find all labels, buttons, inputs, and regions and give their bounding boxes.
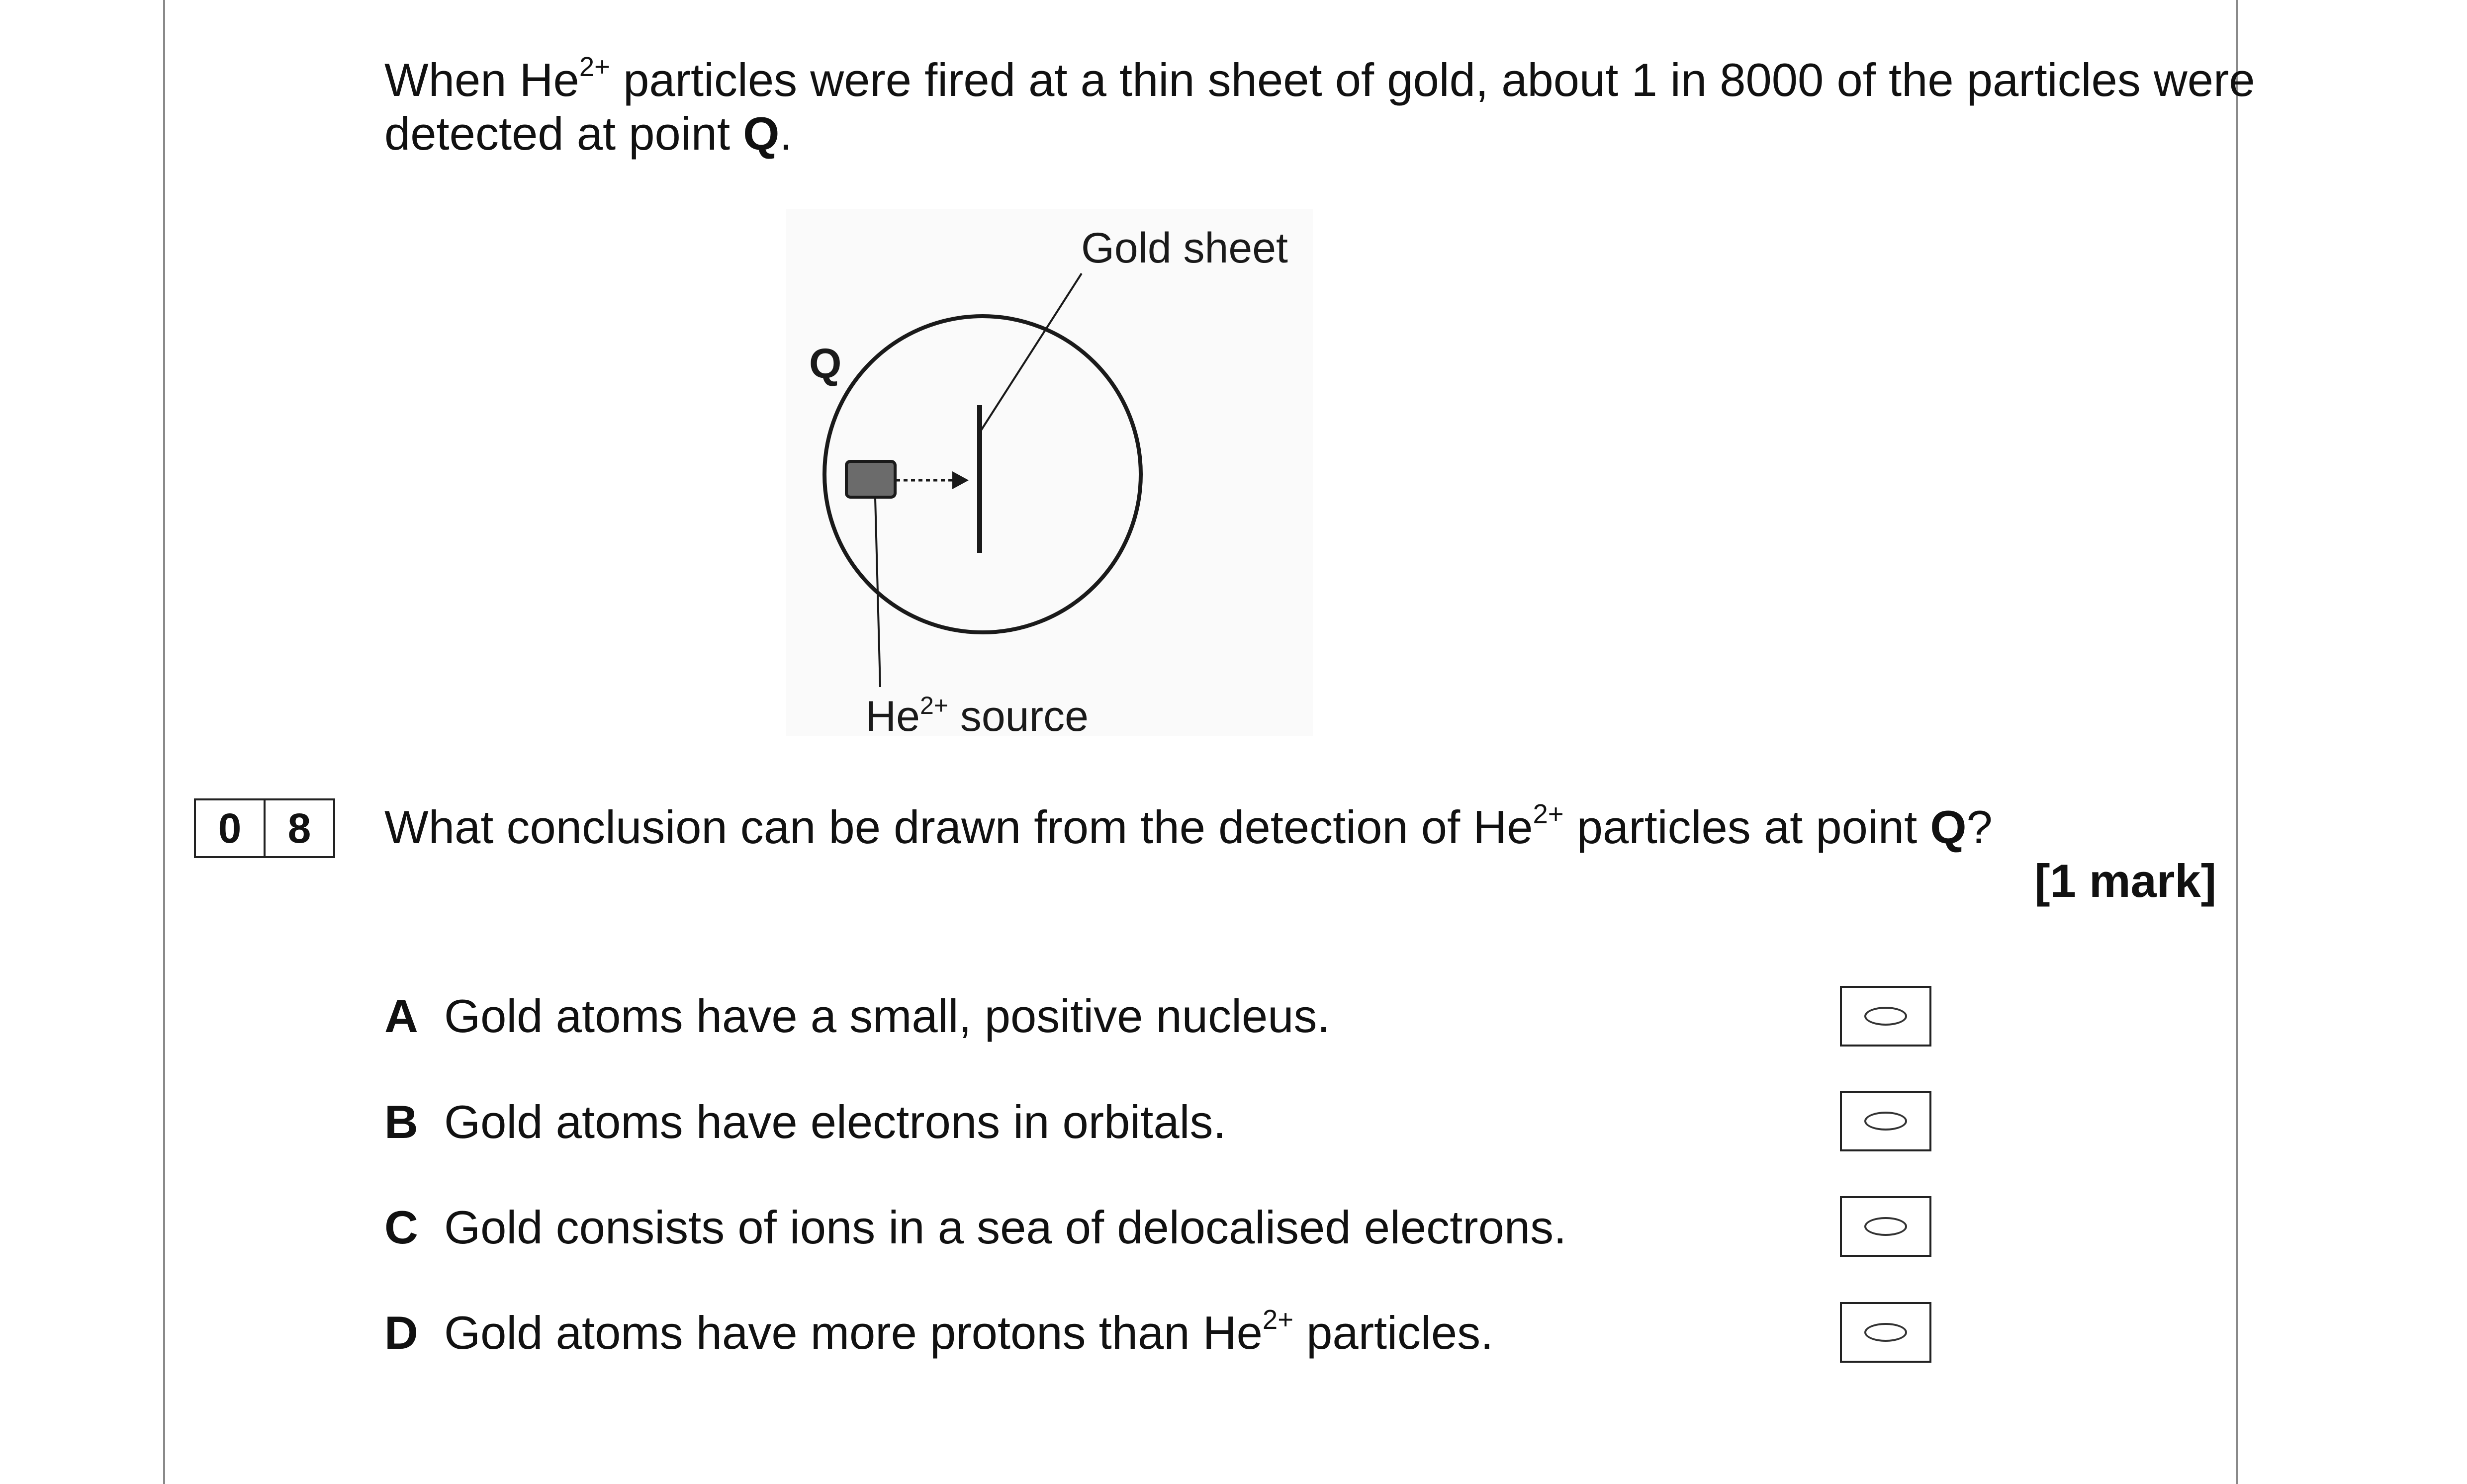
option-d — [384, 1306, 1493, 1360]
option-a — [384, 989, 1330, 1043]
right-margin-line — [2236, 0, 2238, 1484]
answer-box-a[interactable] — [1840, 986, 1931, 1047]
option-c — [384, 1201, 1566, 1254]
intro-line-2: detected at point Q. — [384, 107, 793, 160]
answer-box-c[interactable] — [1840, 1196, 1931, 1257]
option-letter: D — [384, 1307, 418, 1359]
question-number-digit: 0 — [218, 804, 242, 852]
option-letter: A — [384, 990, 418, 1042]
source-label: $He^{2+}$ source — [865, 692, 1089, 736]
intro-paragraph — [384, 53, 2255, 161]
gold-sheet-label: Gold sheet — [1081, 224, 1288, 272]
question-number-box — [194, 798, 335, 858]
q-label: Q — [809, 340, 842, 387]
source-block — [846, 461, 895, 497]
answer-oval — [1864, 1007, 1907, 1026]
option-text: Gold atoms have a small, positive nucleus. — [444, 990, 1330, 1042]
intro-line-1: When $He^{2+}$ particles were fired at a thin sheet of gold, about 1 in 8000 of the particles were — [384, 51, 2255, 106]
option-text: Gold atoms have more protons than $He^{2+}$ particles. — [444, 1304, 1494, 1359]
question-text: What conclusion can be drawn from the detection of $He^{2+}$ particles at point Q? — [384, 798, 1993, 853]
option-text: Gold atoms have electrons in orbitals. — [444, 1096, 1226, 1148]
left-margin-line — [163, 0, 165, 1484]
answer-box-d[interactable] — [1840, 1302, 1931, 1363]
question-number-digit: 8 — [264, 800, 333, 856]
option-text: Gold consists of ions in a sea of delocalised electrons. — [444, 1201, 1567, 1253]
answer-oval — [1864, 1323, 1907, 1342]
marks-label: [1 mark] — [2034, 855, 2216, 907]
answer-oval — [1864, 1112, 1907, 1131]
rutherford-diagram — [786, 209, 1313, 736]
answer-oval — [1864, 1217, 1907, 1236]
option-letter: B — [384, 1096, 418, 1148]
option-letter: C — [384, 1201, 418, 1253]
option-b — [384, 1095, 1226, 1149]
answer-box-b[interactable] — [1840, 1091, 1931, 1151]
